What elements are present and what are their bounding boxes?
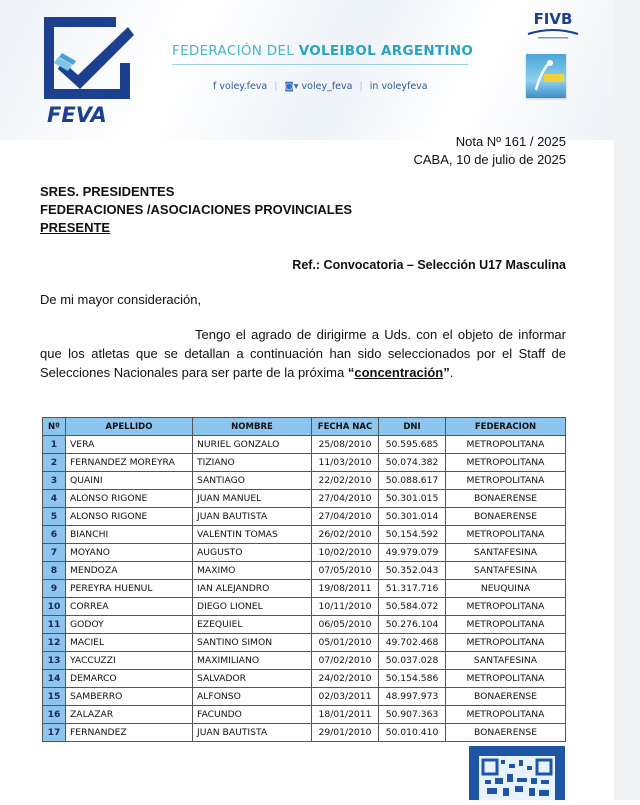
cell-dni: 50.037.028 — [379, 652, 446, 670]
cell-fecha-nac: 25/08/2010 — [312, 436, 379, 454]
cell-federacion: SANTAFESINA — [446, 652, 566, 670]
cell-number: 13 — [43, 652, 66, 670]
header-dni: DNI — [379, 418, 446, 436]
cell-number: 8 — [43, 562, 66, 580]
cell-number: 14 — [43, 670, 66, 688]
cell-apellido: VERA — [66, 436, 193, 454]
cell-fecha-nac: 24/02/2010 — [312, 670, 379, 688]
table-row — [43, 562, 566, 580]
cell-number: 5 — [43, 508, 66, 526]
cell-nombre: JUAN BAUTISTA — [193, 724, 312, 742]
body-text: Tengo el agrado de dirigirme a Uds. con el objeto de informar que los atletas que se detallan a continuación han sido seleccionados por el Staff de Selecciones Nacionales para ser parte de la próxima — [40, 327, 566, 380]
table-row — [43, 508, 566, 526]
cell-dni: 50.088.617 — [379, 472, 446, 490]
cell-number: 3 — [43, 472, 66, 490]
addressee-line-3: PRESENTE — [40, 220, 111, 235]
cell-apellido: CORREA — [66, 598, 193, 616]
cell-nombre: EZEQUIEL — [193, 616, 312, 634]
cell-number: 1 — [43, 436, 66, 454]
cell-number: 7 — [43, 544, 66, 562]
federation-title-light: FEDERACIÓN DEL — [172, 43, 299, 59]
cell-number: 15 — [43, 688, 66, 706]
title-underline — [172, 64, 468, 65]
cell-federacion: METROPOLITANA — [446, 616, 566, 634]
cell-number: 12 — [43, 634, 66, 652]
cell-fecha-nac: 22/02/2010 — [312, 472, 379, 490]
table-body — [43, 436, 566, 742]
cell-federacion: METROPOLITANA — [446, 634, 566, 652]
cell-number: 2 — [43, 454, 66, 472]
cell-apellido: YACCUZZI — [66, 652, 193, 670]
cell-nombre: DIEGO LIONEL — [193, 598, 312, 616]
table-row — [43, 490, 566, 508]
cell-number: 16 — [43, 706, 66, 724]
cell-nombre: IAN ALEJANDRO — [193, 580, 312, 598]
addressee-block — [40, 183, 352, 237]
instagram-twitter-icon: ◙▾ — [284, 81, 299, 92]
table-row — [43, 544, 566, 562]
cell-apellido: DEMARCO — [66, 670, 193, 688]
cell-fecha-nac: 26/02/2010 — [312, 526, 379, 544]
fivb-logo-icon — [526, 8, 580, 44]
table-row — [43, 436, 566, 454]
cell-dni: 48.997.973 — [379, 688, 446, 706]
social-facebook[interactable]: voley.feva — [219, 81, 268, 92]
cell-federacion: METROPOLITANA — [446, 706, 566, 724]
cell-nombre: MAXIMO — [193, 562, 312, 580]
cell-dni: 50.010.410 — [379, 724, 446, 742]
table-row — [43, 454, 566, 472]
federation-title — [172, 43, 473, 59]
table-row — [43, 616, 566, 634]
table-row — [43, 526, 566, 544]
qr-code-icon — [479, 756, 555, 800]
body-emphasis: concentración — [354, 365, 444, 380]
cell-apellido: MENDOZA — [66, 562, 193, 580]
cell-fecha-nac: 07/05/2010 — [312, 562, 379, 580]
cell-fecha-nac: 06/05/2010 — [312, 616, 379, 634]
cell-federacion: BONAERENSE — [446, 724, 566, 742]
cell-number: 9 — [43, 580, 66, 598]
cell-dni: 50.276.104 — [379, 616, 446, 634]
cell-nombre: AUGUSTO — [193, 544, 312, 562]
table-row — [43, 670, 566, 688]
cell-number: 6 — [43, 526, 66, 544]
cell-federacion: METROPOLITANA — [446, 598, 566, 616]
table-row — [43, 472, 566, 490]
cell-number: 17 — [43, 724, 66, 742]
federation-title-bold: VOLEIBOL ARGENTINO — [298, 43, 474, 59]
quote-open: “ — [347, 365, 355, 380]
cell-dni: 50.154.592 — [379, 526, 446, 544]
cell-nombre: JUAN BAUTISTA — [193, 508, 312, 526]
cell-dni: 50.074.382 — [379, 454, 446, 472]
cell-apellido: MOYANO — [66, 544, 193, 562]
cell-apellido: FERNANDEZ — [66, 724, 193, 742]
header-federacion: FEDERACION — [446, 418, 566, 436]
note-place-date: CABA, 10 de julio de 2025 — [413, 152, 566, 167]
cell-fecha-nac: 05/01/2010 — [312, 634, 379, 652]
cell-nombre: VALENTIN TOMAS — [193, 526, 312, 544]
linkedin-icon: in — [369, 81, 379, 92]
cell-federacion: METROPOLITANA — [446, 670, 566, 688]
table-row — [43, 634, 566, 652]
body-end: . — [449, 365, 454, 380]
cell-apellido: BIANCHI — [66, 526, 193, 544]
table-row — [43, 724, 566, 742]
feva-logo-icon — [40, 13, 136, 99]
qr-code-pattern — [479, 756, 555, 800]
addressee-line-2: FEDERACIONES /ASOCIACIONES PROVINCIALES — [40, 202, 353, 217]
cell-apellido: PEREYRA HUENUL — [66, 580, 193, 598]
cell-dni: 50.595.685 — [379, 436, 446, 454]
cell-apellido: MACIEL — [66, 634, 193, 652]
cell-fecha-nac: 27/04/2010 — [312, 508, 379, 526]
page-margin-strip — [614, 0, 640, 800]
cell-dni: 51.317.716 — [379, 580, 446, 598]
cell-federacion: METROPOLITANA — [446, 526, 566, 544]
cell-fecha-nac: 27/04/2010 — [312, 490, 379, 508]
cell-dni: 50.352.043 — [379, 562, 446, 580]
cell-nombre: SANTIAGO — [193, 472, 312, 490]
cell-number: 10 — [43, 598, 66, 616]
csv-logo-icon — [526, 54, 566, 98]
cell-fecha-nac: 29/01/2010 — [312, 724, 379, 742]
cell-nombre: SANTINO SIMON — [193, 634, 312, 652]
cell-federacion: BONAERENSE — [446, 508, 566, 526]
cell-nombre: SALVADOR — [193, 670, 312, 688]
separator: | — [359, 81, 363, 92]
cell-nombre: ALFONSO — [193, 688, 312, 706]
header-nombre: NOMBRE — [193, 418, 312, 436]
cell-number: 11 — [43, 616, 66, 634]
cell-dni: 50.154.586 — [379, 670, 446, 688]
cell-dni: 50.907.363 — [379, 706, 446, 724]
social-instagram-twitter[interactable]: voley_feva — [301, 81, 353, 92]
cell-apellido: QUAINI — [66, 472, 193, 490]
cell-fecha-nac: 07/02/2010 — [312, 652, 379, 670]
table-row — [43, 652, 566, 670]
table-header-row — [43, 418, 566, 436]
header-apellido: APELLIDO — [66, 418, 193, 436]
table-row — [43, 688, 566, 706]
cell-apellido: SAMBERRO — [66, 688, 193, 706]
cell-dni: 50.301.015 — [379, 490, 446, 508]
qr-code[interactable] — [469, 746, 565, 800]
facebook-icon: f — [213, 81, 217, 92]
body-paragraph — [40, 325, 566, 382]
cell-fecha-nac: 10/02/2010 — [312, 544, 379, 562]
greeting: De mi mayor consideración, — [40, 292, 202, 307]
cell-nombre: MAXIMILIANO — [193, 652, 312, 670]
cell-dni: 49.979.079 — [379, 544, 446, 562]
cell-federacion: METROPOLITANA — [446, 454, 566, 472]
separator: | — [274, 81, 278, 92]
cell-nombre: NURIEL GONZALO — [193, 436, 312, 454]
cell-dni: 50.301.014 — [379, 508, 446, 526]
cell-fecha-nac: 19/08/2011 — [312, 580, 379, 598]
cell-federacion: BONAERENSE — [446, 490, 566, 508]
cell-number: 4 — [43, 490, 66, 508]
cell-federacion: SANTAFESINA — [446, 544, 566, 562]
cell-dni: 49.702.468 — [379, 634, 446, 652]
cell-nombre: FACUNDO — [193, 706, 312, 724]
cell-federacion: NEUQUINA — [446, 580, 566, 598]
addressee-line-1: SRES. PRESIDENTES — [40, 184, 175, 199]
cell-apellido: ZALAZAR — [66, 706, 193, 724]
table-row — [43, 580, 566, 598]
cell-nombre: TIZIANO — [193, 454, 312, 472]
feva-wordmark: FEVA — [47, 103, 107, 127]
cell-federacion: BONAERENSE — [446, 688, 566, 706]
cell-federacion: METROPOLITANA — [446, 472, 566, 490]
reference-line: Ref.: Convocatoria – Selección U17 Masculina — [292, 258, 566, 272]
cell-apellido: ALONSO RIGONE — [66, 490, 193, 508]
social-linkedin[interactable]: voleyfeva — [381, 81, 428, 92]
athlete-table — [42, 417, 566, 742]
cell-apellido: FERNANDEZ MOREYRA — [66, 454, 193, 472]
table-row — [43, 598, 566, 616]
cell-federacion: SANTAFESINA — [446, 562, 566, 580]
note-header — [414, 133, 567, 169]
cell-fecha-nac: 11/03/2010 — [312, 454, 379, 472]
cell-fecha-nac: 18/01/2011 — [312, 706, 379, 724]
cell-apellido: ALONSO RIGONE — [66, 508, 193, 526]
header-number: Nº — [43, 418, 66, 436]
cell-apellido: GODOY — [66, 616, 193, 634]
cell-fecha-nac: 10/11/2010 — [312, 598, 379, 616]
note-number: Nota Nº 161 / 2025 — [455, 134, 566, 149]
table-row — [43, 706, 566, 724]
header-fecha-nac: FECHA NAC — [312, 418, 379, 436]
cell-dni: 50.584.072 — [379, 598, 446, 616]
cell-fecha-nac: 02/03/2011 — [312, 688, 379, 706]
cell-federacion: METROPOLITANA — [446, 436, 566, 454]
cell-nombre: JUAN MANUEL — [193, 490, 312, 508]
social-handles — [213, 81, 428, 92]
quote-close: ” — [443, 365, 450, 380]
fivb-logo-text: FIVB — [533, 10, 573, 28]
